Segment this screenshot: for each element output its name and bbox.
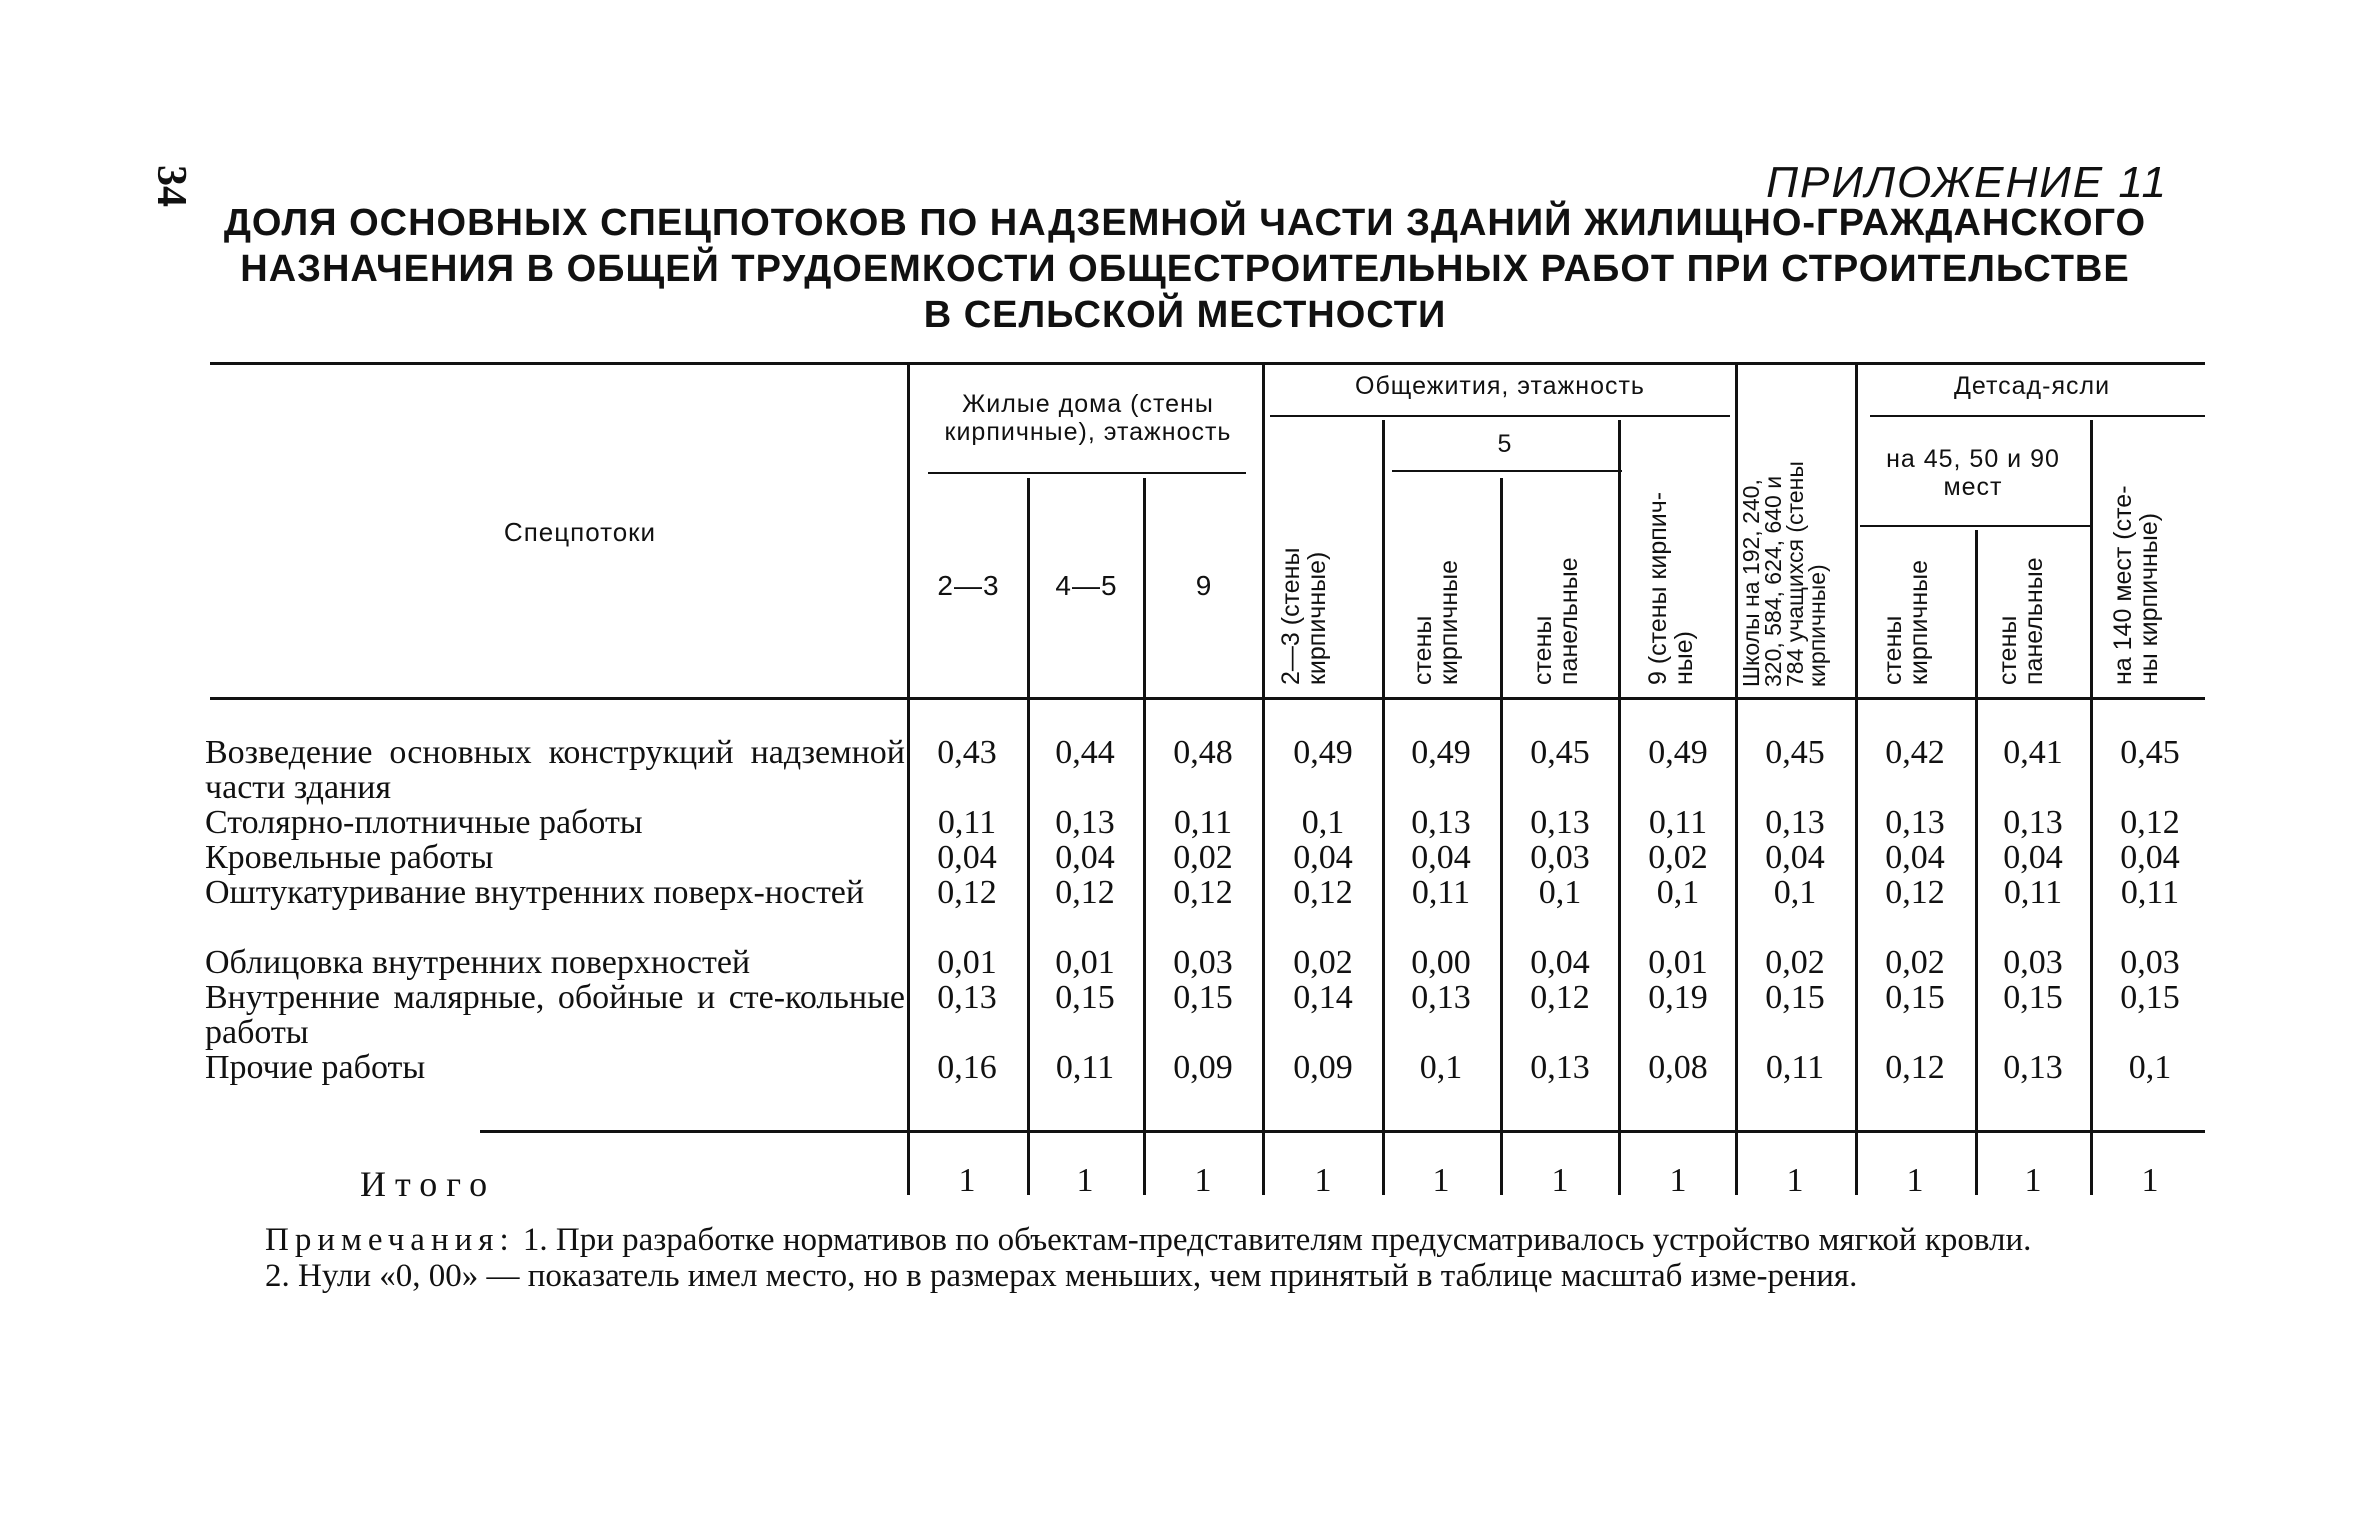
total-cell: 1: [2024, 1162, 2042, 1199]
page-number: 34: [148, 165, 194, 207]
column-header-2: 4—5: [1055, 570, 1118, 601]
title-line-1: ДОЛЯ ОСНОВНЫХ СПЕЦПОТОКОВ ПО НАДЗЕМНОЙ ЧАСТИ ЗДАНИЙ ЖИЛИЩНО-ГРАЖДАНСКОГО: [223, 202, 2147, 244]
table-cell: 0,49: [1648, 734, 1708, 771]
total-cell: 1: [958, 1162, 976, 1199]
table-cell: 0,11: [937, 804, 997, 841]
table-cell: 0,13: [1530, 804, 1590, 841]
total-cell: 1: [1194, 1162, 1212, 1199]
table-cell: 0,15: [1055, 979, 1115, 1016]
table-cell: 0,09: [1293, 1049, 1353, 1086]
column-header-7: 9 (стены кирпич- ные): [1644, 491, 1698, 685]
table-cell: 0,19: [1648, 979, 1708, 1016]
row-label-3: Кровельные работы: [205, 839, 494, 876]
table-cell: 0,02: [1648, 839, 1708, 876]
col-divider-5: [1500, 478, 1503, 1195]
table-cell: 0,02: [1885, 944, 1945, 981]
stub-divider: [907, 365, 910, 1195]
table-cell: 0,43: [937, 734, 997, 771]
table-cell: 0,11: [2003, 874, 2063, 911]
table-cell: 0,00: [1411, 944, 1471, 981]
row-label-5: Облицовка внутренних поверхностей: [205, 944, 751, 981]
kindergarten-45-rule: [1860, 525, 2090, 527]
table-cell: 0,15: [2003, 979, 2063, 1016]
table-cell: 0,11: [1173, 804, 1233, 841]
table-cell: 0,14: [1293, 979, 1353, 1016]
table-cell: 0,13: [1411, 979, 1471, 1016]
table-cell: 0,15: [1885, 979, 1945, 1016]
housing-group-header: Жилые дома (стены кирпичные), этажность: [944, 390, 1232, 446]
row-label-6: Внутренние малярные, обойные и сте-кольные работы: [205, 979, 905, 1051]
table-cell: 0,11: [1055, 1049, 1115, 1086]
dorms-group-rule: [1270, 415, 1730, 417]
table-cell: 0,1: [1773, 874, 1817, 911]
col-divider-10: [2090, 420, 2093, 1195]
table-cell: 0,13: [2003, 804, 2063, 841]
appendix-label: ПРИЛОЖЕНИЕ 11: [1766, 158, 2168, 207]
total-cell: 1: [1076, 1162, 1094, 1199]
table-cell: 0,02: [1293, 944, 1353, 981]
table-cell: 0,04: [1765, 839, 1825, 876]
col-divider-3: [1262, 365, 1265, 1195]
kindergarten-group-header: Детсад-ясли: [1953, 372, 2111, 400]
column-header-6: стены панельные: [1529, 557, 1583, 685]
table-cell: 0,1: [1419, 1049, 1463, 1086]
page-title: [205, 200, 2165, 338]
row-label-1: Возведение основных конструкций надземной части здания: [205, 734, 905, 806]
table-cell: 0,11: [1648, 804, 1708, 841]
note-2: 2. Нули «0, 00» — показатель имел место, но в размерах меньших, чем принятый в таблице масштаб изме-рения.: [265, 1258, 1858, 1294]
table-cell: 0,44: [1055, 734, 1115, 771]
table-cell: 0,04: [1411, 839, 1471, 876]
housing-group-rule: [928, 472, 1246, 474]
table-cell: 0,1: [2128, 1049, 2172, 1086]
table-top-rule: [210, 362, 2205, 365]
table-cell: 0,12: [937, 874, 997, 911]
table-cell: 0,03: [2120, 944, 2180, 981]
table-cell: 0,12: [1173, 874, 1233, 911]
table-cell: 0,13: [1411, 804, 1471, 841]
table-cell: 0,02: [1765, 944, 1825, 981]
note-1: [205, 1222, 2195, 1258]
table-cell: 0,09: [1173, 1049, 1233, 1086]
table-cell: 0,04: [937, 839, 997, 876]
table-cell: 0,11: [1411, 874, 1471, 911]
total-cell: 1: [1432, 1162, 1450, 1199]
column-header-3: 9: [1195, 570, 1213, 601]
dorms-group-header: Общежития, этажность: [1355, 372, 1645, 400]
row-label-7: Прочие работы: [205, 1049, 426, 1086]
table-cell: 0,01: [1055, 944, 1115, 981]
table-cell: 0,15: [2120, 979, 2180, 1016]
table-cell: 0,01: [1648, 944, 1708, 981]
table-cell: 0,04: [1293, 839, 1353, 876]
note-1-text: 1. При разработке нормативов по объектам-представителям предусматривалось устройство мягкой кровли.: [522, 1222, 2032, 1258]
table-cell: 0,12: [1293, 874, 1353, 911]
column-header-1: 2—3: [937, 570, 1000, 601]
table-cell: 0,45: [1765, 734, 1825, 771]
table-cell: 0,13: [1885, 804, 1945, 841]
dorms-5-header: 5: [1497, 430, 1513, 458]
table-cell: 0,04: [2003, 839, 2063, 876]
table-cell: 0,13: [1530, 1049, 1590, 1086]
kindergarten-group-rule: [1870, 415, 2205, 417]
total-rule: [480, 1130, 2205, 1133]
table-cell: 0,49: [1293, 734, 1353, 771]
column-header-5: стены кирпичные: [1409, 559, 1463, 685]
table-cell: 0,04: [2120, 839, 2180, 876]
table-cell: 0,01: [937, 944, 997, 981]
table-cell: 0,13: [937, 979, 997, 1016]
total-cell: 1: [1551, 1162, 1569, 1199]
kindergarten-45-header: на 45, 50 и 90 мест: [1886, 445, 2060, 501]
col-divider-8: [1855, 365, 1858, 1195]
table-cell: 0,04: [1885, 839, 1945, 876]
table-cell: 0,1: [1538, 874, 1582, 911]
table-cell: 0,12: [1055, 874, 1115, 911]
table-cell: 0,16: [937, 1049, 997, 1086]
table-cell: 0,13: [1765, 804, 1825, 841]
total-cell: 1: [2141, 1162, 2159, 1199]
row-label-2: Столярно-плотничные работы: [205, 804, 643, 841]
notes: [205, 1222, 2195, 1294]
title-line-2: НАЗНАЧЕНИЯ В ОБЩЕЙ ТРУДОЕМКОСТИ ОБЩЕСТРОИТЕЛЬНЫХ РАБОТ ПРИ СТРОИТЕЛЬСТВЕ: [240, 248, 2130, 290]
table-cell: 0,15: [1173, 979, 1233, 1016]
table-cell: 0,03: [2003, 944, 2063, 981]
table-cell: 0,12: [2120, 804, 2180, 841]
total-cell: 1: [1786, 1162, 1804, 1199]
table-cell: 0,12: [1530, 979, 1590, 1016]
total-cell: 1: [1314, 1162, 1332, 1199]
table-cell: 0,1: [1656, 874, 1700, 911]
table-cell: 0,13: [2003, 1049, 2063, 1086]
column-header-4: 2—3 (стены кирпичные): [1277, 547, 1331, 685]
stub-header: Спецпотоки: [503, 517, 657, 547]
column-header-8: Школы на 192, 240, 320, 584, 624, 640 и 784 учащихся (стены кирпичные): [1738, 461, 1830, 687]
total-cell: 1: [1669, 1162, 1687, 1199]
notes-heading: Примечания:: [265, 1222, 515, 1258]
column-header-9: стены кирпичные: [1879, 559, 1933, 685]
table-cell: 0,45: [2120, 734, 2180, 771]
table-cell: 0,45: [1530, 734, 1590, 771]
row-label-4: Оштукатуривание внутренних поверх-ностей: [205, 874, 865, 911]
header-bottom-rule: [210, 697, 2205, 700]
table-cell: 0,42: [1885, 734, 1945, 771]
title-line-3: В СЕЛЬСКОЙ МЕСТНОСТИ: [923, 294, 1447, 336]
table-cell: 0,49: [1411, 734, 1471, 771]
table-cell: 0,03: [1173, 944, 1233, 981]
col-divider-4: [1382, 420, 1385, 1195]
column-header-10: стены панельные: [1994, 557, 2048, 685]
table-cell: 0,11: [1765, 1049, 1825, 1086]
table-cell: 0,04: [1530, 944, 1590, 981]
total-label: Итого: [360, 1164, 497, 1204]
col-divider-6: [1618, 420, 1621, 1195]
table-cell: 0,41: [2003, 734, 2063, 771]
table-cell: 0,13: [1055, 804, 1115, 841]
table-cell: 0,15: [1765, 979, 1825, 1016]
table-cell: 0,1: [1301, 804, 1345, 841]
table-cell: 0,02: [1173, 839, 1233, 876]
table-cell: 0,08: [1648, 1049, 1708, 1086]
total-cell: 1: [1906, 1162, 1924, 1199]
column-header-11: на 140 мест (сте- ны кирпичные): [2109, 485, 2163, 685]
table-cell: 0,12: [1885, 1049, 1945, 1086]
table-cell: 0,03: [1530, 839, 1590, 876]
table-cell: 0,11: [2120, 874, 2180, 911]
table-cell: 0,48: [1173, 734, 1233, 771]
table-cell: 0,12: [1885, 874, 1945, 911]
table-cell: 0,04: [1055, 839, 1115, 876]
dorms-5-rule: [1392, 470, 1622, 472]
